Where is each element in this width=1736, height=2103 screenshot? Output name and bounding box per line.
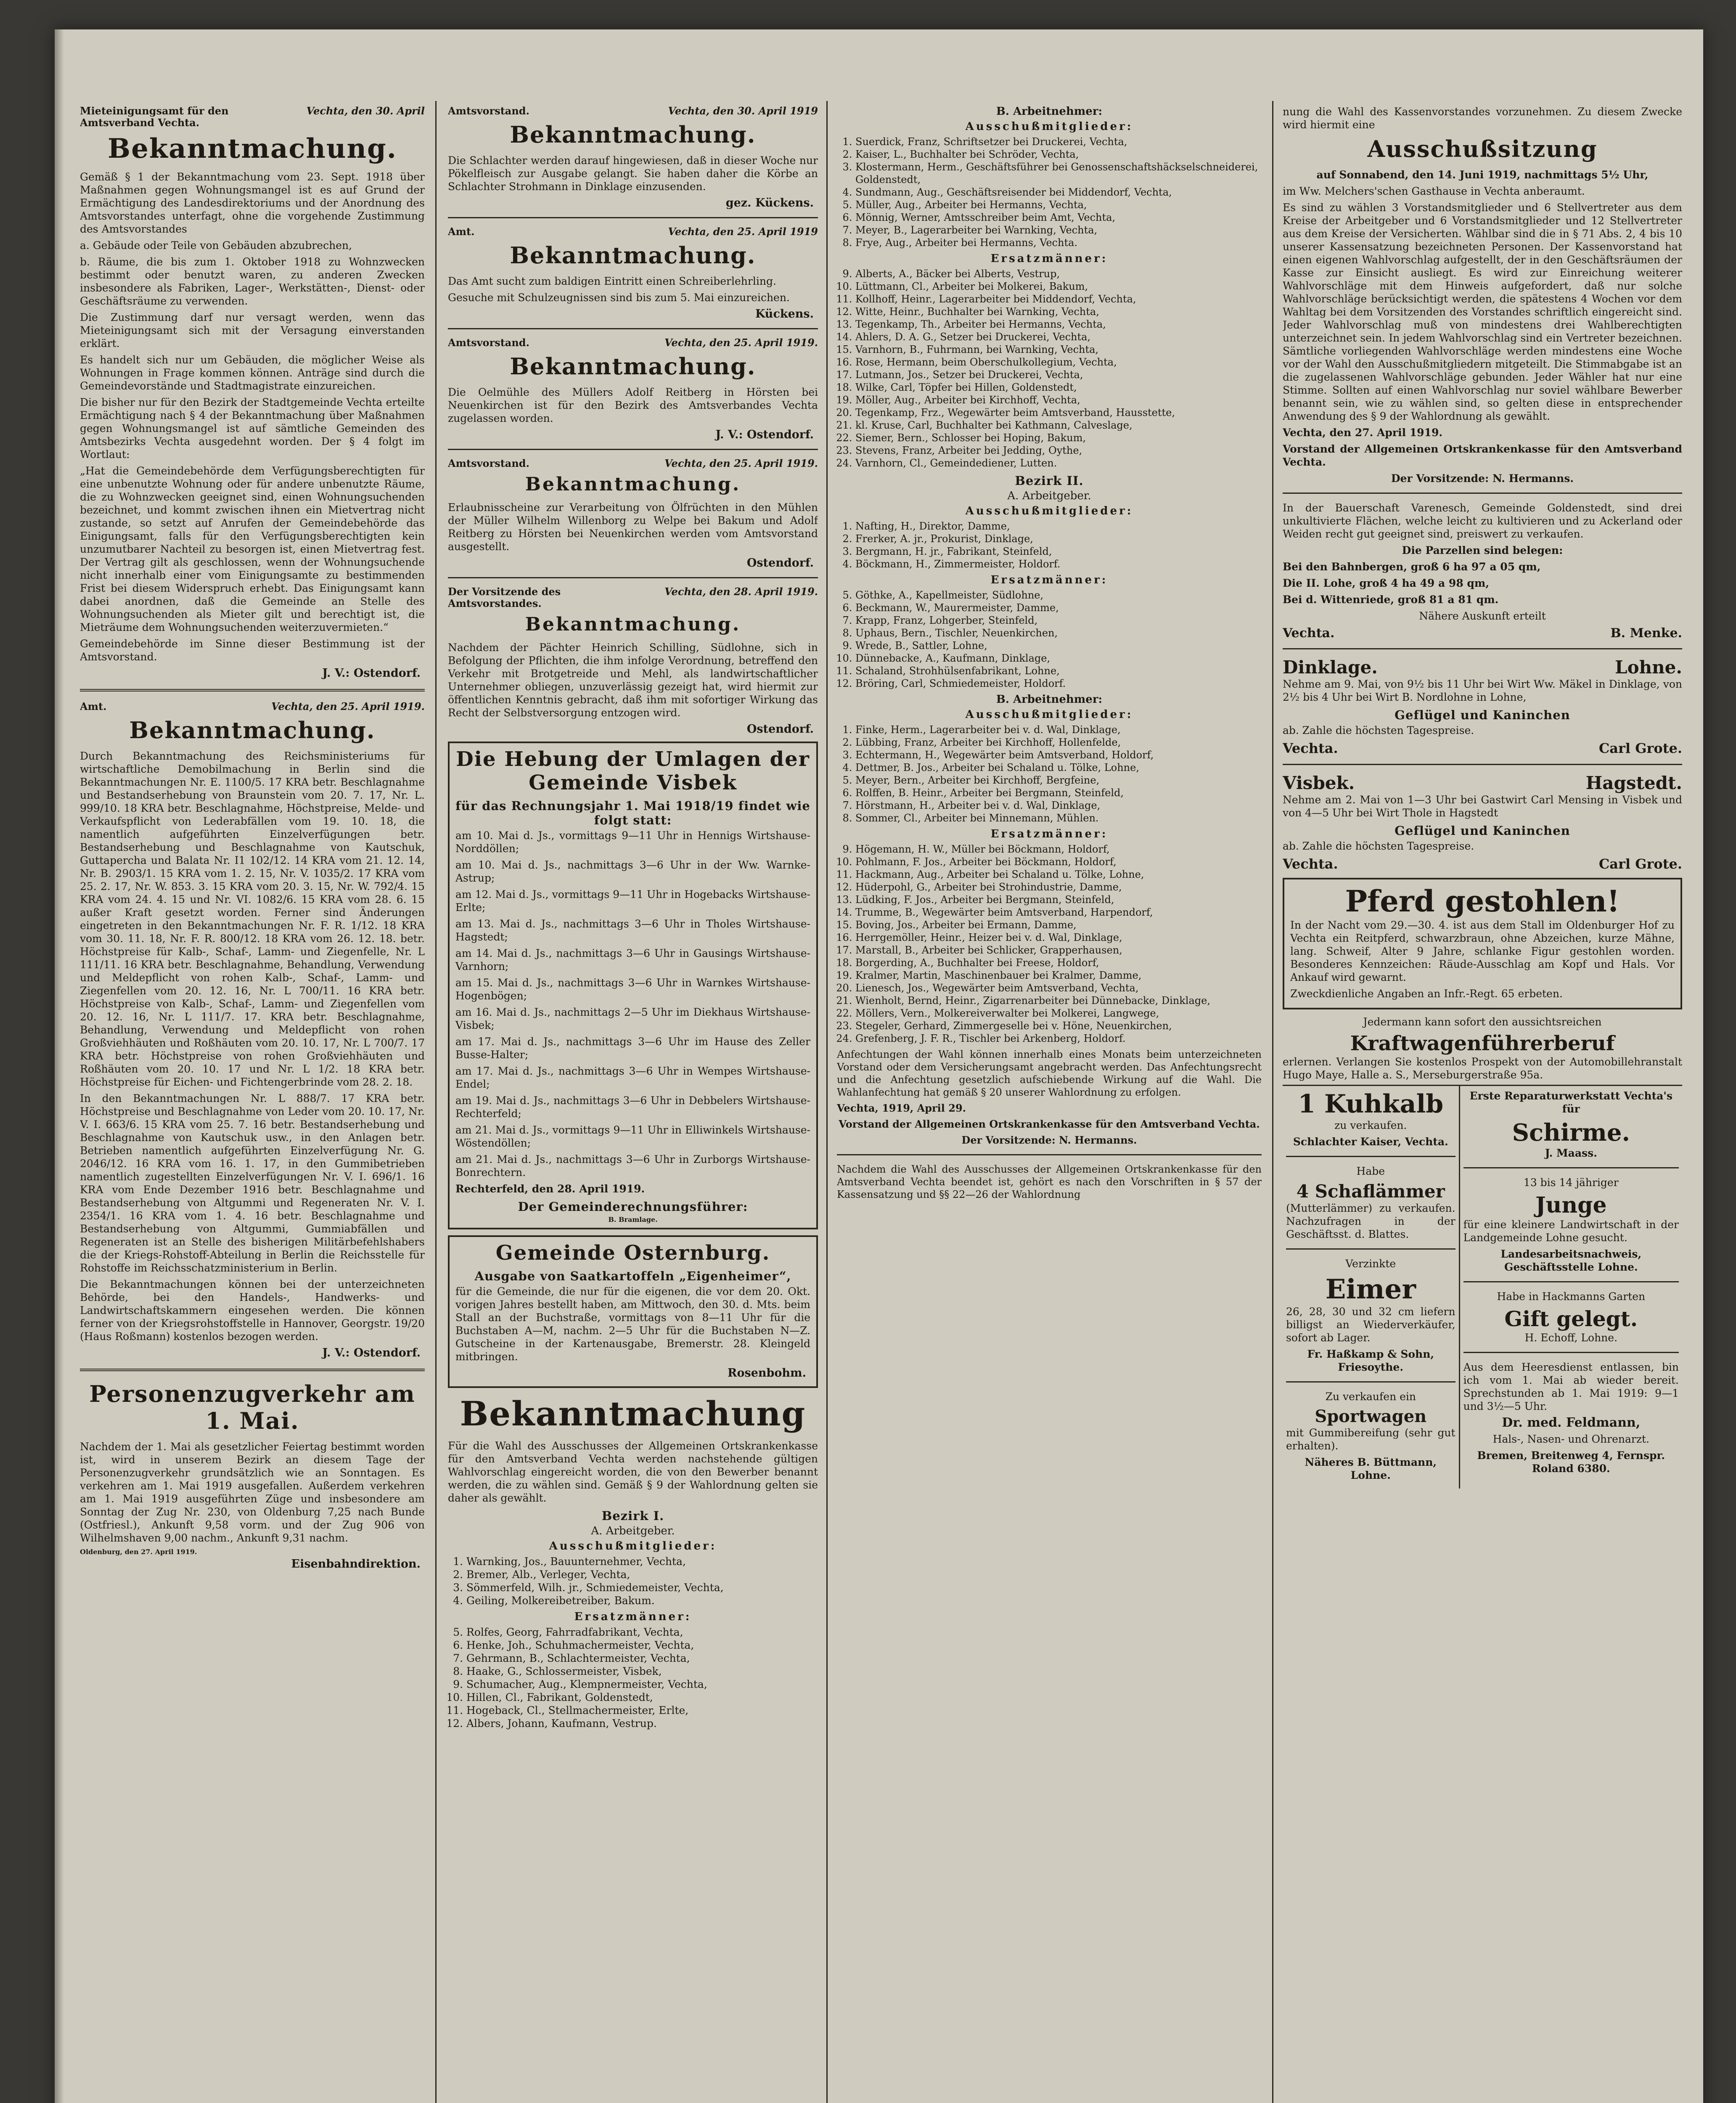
ad-signature: Näheres B. Büttmann, Lohne. <box>1305 1456 1437 1481</box>
parcel-item: Bei den Bahnbergen, groß 6 ha 97 a 05 qm, <box>1283 561 1541 573</box>
member-list <box>837 723 1262 824</box>
list-item: 11. Hackmann, Aug., Arbeiter bei Schaland u. Tölke, Lohne, <box>855 868 1262 881</box>
list-heading: Ausschußmitglieder: <box>965 505 1133 517</box>
ad-signature: Landesarbeitsnachweis, Geschäftsstelle Lohne. <box>1500 1248 1642 1273</box>
divider <box>837 1154 1262 1155</box>
ad-poultry-dinklage <box>1283 657 1682 756</box>
list-item: 20. Tegenkamp, Frz., Wegewärter beim Amtsverband, Hausstette, <box>855 406 1262 419</box>
ad-signature: Fr. Haßkamp & Sohn, Friesoythe. <box>1307 1348 1434 1373</box>
ad-signature: B. Menke. <box>1610 626 1682 641</box>
paragraph: In der Bauerschaft Varenesch, Gemeinde Goldenstedt, sind drei unkultivierte Flächen, welche leicht zu kultivieren und zu Ackerland oder Weiden recht gut geeignet sind, preiswert zu verkaufen. <box>1283 502 1682 540</box>
issuer: Amtsvorstand. <box>448 457 529 469</box>
small-ads-grid <box>1283 1085 1682 1489</box>
paragraph: Aus dem Heeresdienst entlassen, bin ich vom 1. Mai ab wieder bereit. Sprechstunden ab 1. Mai 1919: 9—1 und 3½—5 Uhr. <box>1463 1361 1679 1412</box>
ad-land-sale <box>1283 501 1682 641</box>
ad-place: Lohne. <box>1615 657 1682 678</box>
dateline: Vechta, den 25. April 1919. <box>271 700 425 712</box>
ad-heading: 4 Schaflämmer <box>1296 1181 1445 1202</box>
list-item: 6. Henke, Joh., Schuhmachermeister, Vechta, <box>466 1639 818 1652</box>
schedule-entry: am 17. Mai d. Js., nachmittags 3—6 Uhr im Hause des Zeller Busse-Halter; <box>455 1036 810 1061</box>
list-heading: Ersatzmänner: <box>990 252 1108 265</box>
list-item: 5. Müller, Aug., Arbeiter bei Hermanns, Vechta, <box>855 199 1262 211</box>
list-item: 11. Schaland, Strohhülsenfabrikant, Lohne, <box>855 665 1262 677</box>
list-item: 18. Wilke, Carl, Töpfer bei Hillen, Goldenstedt, <box>855 381 1262 394</box>
paragraph: Durch Bekanntmachung des Reichsministeriums für wirtschaftliche Demobilmachung in Berlin sind die Bekanntmachungen Nr. E. 1100/5. 17 KRA betr. Beschlagnahme und Bestandserhebung von Braunstein vom 20. 7. 17, Nr. L. 999/10. 18 KRA betr. Beschlagnahme, Höchstpreise, Melde- und Verkaufspflicht von Lederabfällen vom 19. 10. 18, die namentlich aufgeführten Einzelverfügungen betr. Bestandserhebung und Beschlagnahme von Kautschuk, Guttapercha und Balata Nr. I1 102/12. 14 KRA vom 21. 12. 14, Nr. B. 2903/1. 15 KRA vom 1. 2. 15, Nr. V. 1035/2. 17 KRA vom 25. 2. 17, Nr. W. 853. 3. 15 KRA vom 20. 3. 15, Nr. W. 792/4. 15 KRA vom 24. 4. 15 und Nr. VI. 1082/6. 15 KRA vom 28. 6. 15 außer Kraft gesetzt worden. Ferner sind Änderungen eingetreten in den Bekanntmachungen Nr. F. R. 1/12. 18 KRA vom 30. 11. 18, Nr. F. R. 800/12. 18 KRA vom 26. 12. 18. betr. Höchstpreise für Kalb-, Schaf-, Lamm- und Ziegenfelle, Nr. L 111/11. 16 KRA betr. Beschlagnahme, Behandlung, Verwendung und Meldepflicht von rohen Kalb-, Schaf-, Lamm- und Ziegenfellen vom 20. 12. 16, Nr. L 700/11. 16 KRA betr. Höchstpreise von Kalb-, Schaf-, Lamm- und Ziegenfellen vom 20. 12. 16, Nr. L 111/7. 17. KRA betr. Beschlagnahme, Behandlung, Verwendung und Meldepflicht von rohen Großviehhäuten und Roßhäuten vom 20. 10. 17, Nr. L 700/7. 17 KRA betr. Höchstpreise von rohen Großviehhäuten und Roßhäuten vom 20. 10. 17 und Nr. L 1/2. 18 KRA betr. Höchstpreise für Eichen- und Fichtengerbrinde vom 28. 2. 18. <box>80 750 425 1088</box>
paragraph: Nachdem die Wahl des Ausschusses der Allgemeinen Ortskrankenkasse für den Amtsverband Vechta beendet ist, gehört es nach den Vorschriften in § 57 der Kassensatzung und §§ 22—26 der Wahlordnung <box>837 1163 1262 1200</box>
ad-poison <box>1463 1290 1679 1344</box>
list-item: 15. Varnhorn, B., Fuhrmann, bei Warnking, Vechta, <box>855 343 1262 356</box>
schedule-entry: am 19. Mai d. Js., nachmittags 3—6 Uhr in Debbelers Wirtshause-Rechterfeld; <box>455 1094 810 1120</box>
paragraph: ab. Zahle die höchsten Tagespreise. <box>1283 840 1474 852</box>
list-heading: Ausschußmitglieder: <box>965 708 1133 721</box>
list-item: 13. Lüdking, F. Jos., Arbeiter bei Bergmann, Steinfeld, <box>855 893 1262 906</box>
list-item: 23. Stevens, Franz, Arbeiter bei Jedding, Oythe, <box>855 444 1262 457</box>
board-name: Vorstand der Allgemeinen Ortskrankenkasse für den Amtsverband Vechta. <box>839 1118 1260 1130</box>
announcement-demobilization <box>80 701 425 1359</box>
signature: J. V.: Ostendorf. <box>322 1346 421 1359</box>
subheadline: Ausgabe von Saatkartoffeln „Eigenheimer“, <box>474 1269 791 1283</box>
list-item: 7. Meyer, B., Lagerarbeiter bei Warnking, Vechta, <box>855 224 1262 236</box>
headline: Gemeinde Osternburg. <box>495 1241 770 1265</box>
list-item: 14. Trumme, B., Wegewärter beim Amtsverband, Harpendorf, <box>855 906 1262 919</box>
dateline: Vechta, den 27. April 1919. <box>1283 426 1443 439</box>
ad-intro: 13 bis 14 jähriger <box>1523 1176 1619 1189</box>
dateline: Vechta, den 30. April 1919 <box>668 105 818 117</box>
ad-intro: Verzinkte <box>1345 1258 1396 1270</box>
ad-intro: Habe in Hackmanns Garten <box>1497 1290 1646 1303</box>
levy-schedule <box>455 829 810 1179</box>
ad-intro: Erste Reparaturwerkstatt Vechta's für <box>1469 1090 1673 1115</box>
issuer: Der Vorsitzende des Amtsvorstandes. <box>448 585 561 609</box>
list-item: 23. Stegeler, Gerhard, Zimmergeselle bei v. Höne, Neuenkirchen, <box>855 1020 1262 1032</box>
list-item: 1. Warnking, Jos., Bauunternehmer, Vechta, <box>466 1555 818 1568</box>
ad-heading: Sportwagen <box>1315 1406 1427 1426</box>
dateline: Oldenburg, den 27. April 1919. <box>80 1548 197 1556</box>
list-item: 24. Varnhorn, Cl., Gemeindediener, Lutten. <box>855 457 1262 469</box>
list-item: 9. Alberts, A., Bäcker bei Alberts, Vestrup, <box>855 268 1262 280</box>
member-list <box>448 1555 818 1607</box>
announcement-self-supply <box>448 586 818 736</box>
list-item: 16. Herrgemöller, Heinr., Heizer bei v. d. Wal, Dinklage, <box>855 931 1262 944</box>
ad-umbrellas <box>1463 1089 1679 1160</box>
ad-lambs <box>1286 1165 1455 1241</box>
signature: Der Vorsitzende: N. Hermanns. <box>1391 472 1574 485</box>
deputy-list <box>837 268 1262 469</box>
headline: Bekanntmachung. <box>510 242 756 269</box>
group-heading: A. Arbeitgeber. <box>591 1525 675 1537</box>
small-ads-right <box>1460 1086 1682 1489</box>
list-heading: Ersatzmänner: <box>990 828 1108 840</box>
schedule-entry: am 15. Mai d. Js., nachmittags 3—6 Uhr in Warnkes Wirtshause-Hogenbögen; <box>455 977 810 1002</box>
parcel-item: Die II. Lohe, groß 4 ha 49 a 98 qm, <box>1283 577 1490 589</box>
column-rule <box>826 101 828 2103</box>
list-item: 4. Sundmann, Aug., Geschäftsreisender bei Middendorf, Vechta, <box>855 186 1262 199</box>
signature: B. Bramlage. <box>608 1216 658 1224</box>
paragraph: mit Gummibereifung (sehr gut erhalten). <box>1286 1427 1455 1452</box>
paragraph: Die Bekanntmachungen können bei der unterzeichneten Behörde, bei den Handels-, Handwerks- und Landwirtschaftskammern eingesehen werden. Die können ferner von der Kriegsrohstoffstelle in Hannover, Georgstr. 19/20 (Haus Roßmann) kostenlos bezogen werden. <box>80 1278 425 1343</box>
list-item: 3. Klostermann, Herm., Geschäftsführer bei Genossenschaftshäckselschneiderei, Goldenstedt, <box>855 161 1262 186</box>
issuer: Amtsvorstand. <box>448 336 529 349</box>
column-3 <box>837 105 1262 2103</box>
announcement-visbek-levy <box>448 742 818 1229</box>
list-item: 1. Nafting, H., Direktor, Damme, <box>855 520 1262 532</box>
ad-driver-training <box>1283 1015 1682 1081</box>
ad-calf <box>1286 1089 1455 1148</box>
district-heading: Bezirk I. <box>601 1509 664 1523</box>
paragraph: Gemäß § 1 der Bekanntmachung vom 23. Sept. 1918 über Maßnahmen gegen Wohnungsmangel ist es auf Grund der Ermächtigung des Landesdirektoriums und der Anordnung des Amtsvorstandes unterfagt, ohne die vorgehende Zustimmung des Amtsvorstandes <box>80 171 425 235</box>
ad-heading: Geflügel und Kaninchen <box>1395 708 1570 722</box>
schedule-entry: am 17. Mai d. Js., nachmittags 3—6 Uhr in Wempes Wirtshause-Endel; <box>455 1065 810 1090</box>
list-item: 21. Wienholt, Bernd, Heinr., Zigarrenarbeiter bei Dünnebacke, Dinklage, <box>855 994 1262 1007</box>
list-item: 14. Ahlers, D. A. G., Setzer bei Druckerei, Vechta, <box>855 331 1262 343</box>
list-item: 12. Albers, Johann, Kaufmann, Vestrup. <box>466 1717 818 1730</box>
district-heading: Bezirk II. <box>1015 474 1084 488</box>
ad-place: Hagstedt. <box>1585 773 1682 793</box>
issuer: Amtsvorstand. <box>448 105 529 117</box>
announcement-train-service <box>80 1380 425 1571</box>
paragraph: Das Amt sucht zum baldigen Eintritt einen Schreiberlehrling. <box>448 275 776 287</box>
ad-signature: H. Echoff, Lohne. <box>1524 1332 1618 1344</box>
list-item: 2. Bremer, Alb., Verleger, Vechta, <box>466 1568 818 1581</box>
announcement-health-insurance-election <box>448 1394 818 1730</box>
signature: Eisenbahndirektion. <box>291 1557 421 1571</box>
paragraph: b. Räume, die bis zum 1. Oktober 1918 zu Wohnzwecken bestimmt oder benutzt waren, zu anderen Zwecken insbesondere als Fabriken, Lager-, Werkstätten-, Dienst- oder Geschäftsräume zu verwenden. <box>80 256 425 307</box>
list-item: 3. Echtermann, H., Wegewärter beim Amtsverband, Holdorf, <box>855 749 1262 761</box>
group-heading: B. Arbeitnehmer: <box>996 693 1103 706</box>
doctor-specialty: Hals-, Nasen- und Ohrenarzt. <box>1493 1433 1649 1445</box>
parcel-item: Bei d. Wittenriede, groß 81 a 81 qm. <box>1283 593 1499 606</box>
list-item: 2. Frerker, A. jr., Prokurist, Dinklage, <box>855 532 1262 545</box>
list-item: 9. Schumacher, Aug., Klempnermeister, Vechta, <box>466 1678 818 1691</box>
ad-signature: Schlachter Kaiser, Vechta. <box>1293 1136 1448 1148</box>
divider <box>80 1369 425 1371</box>
ad-heading: Eimer <box>1325 1274 1416 1305</box>
column-rule <box>1272 101 1273 2103</box>
paragraph: erlernen. Verlangen Sie kostenlos Prospekt von der Automobillehranstalt Hugo Maye, Halle a. S., Merseburgerstraße 95a. <box>1283 1056 1682 1081</box>
paragraph: (Mutterlämmer) zu verkaufen. Nachzufragen in der Geschäftsst. d. Blattes. <box>1286 1202 1455 1240</box>
list-item: 12. Bröring, Carl, Schmiedemeister, Holdorf. <box>855 677 1262 690</box>
ad-place: Vechta. <box>1283 740 1338 756</box>
list-item: 10. Dünnebacke, A., Kaufmann, Dinklage, <box>855 652 1262 665</box>
list-item: 13. Tegenkamp, Th., Arbeiter bei Hermanns, Vechta, <box>855 318 1262 331</box>
divider <box>80 689 425 691</box>
divider <box>448 577 818 578</box>
list-item: 3. Sömmerfeld, Wilh. jr., Schmiedemeister, Vechta, <box>466 1581 818 1594</box>
list-item: 18. Borgerding, A., Buchhalter bei Freese, Holdorf, <box>855 956 1262 969</box>
ad-heading: Schirme. <box>1512 1119 1630 1147</box>
ad-intro: Habe <box>1356 1165 1385 1177</box>
divider <box>448 449 818 450</box>
headline: Bekanntmachung. <box>510 353 756 380</box>
schedule-entry: am 10. Mai d. Js., vormittags 9—11 Uhr in Hennigs Wirtshause-Norddöllen; <box>455 829 810 855</box>
list-item: 12. Hüderpohl, G., Arbeiter bei Strohindustrie, Damme, <box>855 881 1262 893</box>
ad-intro: Zu verkaufen ein <box>1325 1391 1416 1403</box>
paragraph: Es handelt sich nur um Gebäuden, die möglicher Weise als Wohnungen in Frage kommen können. Anträge sind durch die Gemeindevorstände und Stadtmagistrate einzureichen. <box>80 354 425 392</box>
doctor-name: Dr. med. Feldmann, <box>1502 1415 1641 1430</box>
paragraph: zu verkaufen. <box>1334 1119 1407 1131</box>
schedule-entry: am 21. Mai d. Js., vormittags 9—11 Uhr in Elliwinkels Wirtshause-Wöstendöllen; <box>455 1124 810 1149</box>
paragraph: Nehme am 2. Mai von 1—3 Uhr bei Gastwirt Carl Mensing in Visbek und von 4—5 Uhr bei Wirt Thole in Hagstedt <box>1283 794 1682 819</box>
list-item: 20. Lienesch, Jos., Wegewärter beim Amtsverband, Vechta, <box>855 982 1262 994</box>
deputy-list <box>837 843 1262 1045</box>
column-1 <box>80 105 425 2103</box>
signature: Ostendorf. <box>746 556 814 569</box>
announcement-butchers <box>448 105 818 209</box>
newspaper-page <box>55 29 1703 2103</box>
column-rule <box>435 101 437 2103</box>
list-item: 11. Kollhoff, Heinr., Lagerarbeiter bei Middendorf, Vechta, <box>855 293 1262 305</box>
list-item: 4. Geiling, Molkereibetreiber, Bakum. <box>466 1594 818 1607</box>
list-item: 8. Haake, G., Schlossermeister, Visbek, <box>466 1665 818 1678</box>
divider <box>1283 493 1682 494</box>
issuer: Amt. <box>80 700 107 712</box>
list-item: 4. Böckmann, H., Zimmermeister, Holdorf. <box>855 558 1262 570</box>
column-2 <box>448 105 818 2103</box>
announcement-housing <box>80 105 425 680</box>
headline: Bekanntmachung. <box>129 717 376 744</box>
issuer: Amt. <box>448 225 475 238</box>
list-item: 5. Göthke, A., Kapellmeister, Südlohne, <box>855 589 1262 601</box>
ad-heading: Gift gelegt. <box>1504 1306 1638 1331</box>
ad-poultry-visbek <box>1283 773 1682 872</box>
doctor-address: Bremen, Breitenweg 4, Fernspr. Roland 6380. <box>1477 1449 1665 1475</box>
meeting-place: im Ww. Melchers'schen Gasthause in Vechta anberaumt. <box>1283 185 1585 197</box>
list-item: 17. Lutmann, Jos., Setzer bei Druckerei, Vechta, <box>855 368 1262 381</box>
list-item: 24. Grefenberg, J. F. R., Tischler bei Arkenberg, Holdorf. <box>855 1032 1262 1045</box>
divider <box>1463 1352 1679 1353</box>
list-item: 8. Uphaus, Bern., Tischler, Neuenkirchen, <box>855 627 1262 639</box>
paragraph: Nehme am 9. Mai, von 9½ bis 11 Uhr bei Wirt Ww. Mäkel in Dinklage, von 2½ bis 4 Uhr bei Wirt B. Nordlohne in Lohne, <box>1283 678 1682 703</box>
ad-place: Visbek. <box>1283 773 1355 793</box>
group-heading: B. Arbeitnehmer: <box>996 105 1103 118</box>
list-item: 19. Möller, Aug., Arbeiter bei Kirchhoff, Vechta, <box>855 394 1262 406</box>
paragraph: 26, 28, 30 und 32 cm liefern billigst an Wiederverkäufer, sofort ab Lager. <box>1286 1306 1455 1344</box>
list-item: 8. Sommer, Cl., Arbeiter bei Minnemann, Mühlen. <box>855 812 1262 824</box>
list-heading: Ausschußmitglieder: <box>549 1540 717 1552</box>
list-item: 3. Bergmann, H. jr., Fabrikant, Steinfeld, <box>855 545 1262 558</box>
page-binding <box>55 29 64 2103</box>
dateline: Vechta, den 30. April <box>306 105 425 117</box>
list-item: 6. Beckmann, W., Maurermeister, Damme, <box>855 601 1262 614</box>
schedule-entry: am 16. Mai d. Js., nachmittags 2—5 Uhr im Diekhaus Wirtshause-Visbek; <box>455 1006 810 1031</box>
meeting-date: auf Sonnabend, den 14. Juni 1919, nachmittags 5½ Uhr, <box>1316 169 1649 181</box>
list-item: 4. Dettmer, B. Jos., Arbeiter bei Schaland u. Tölke, Lohne, <box>855 761 1262 774</box>
paragraph: In der Nacht vom 29.—30. 4. ist aus dem Stall im Oldenburger Hof zu Vechta ein Reitpferd, schwarzbraun, ohne Abzeichen, kurze Mähne, lang. Schweif, Alter 9 Jahre, schlanke Figur gestohlen worden. Besonderes Kennzeichen: Räude-Ausschlag am Kopf und Hals. Vor Ankauf wird gewarnt. <box>1290 919 1675 983</box>
list-item: 10. Hillen, Cl., Fabrikant, Goldenstedt, <box>466 1691 818 1704</box>
headline: Personenzugverkehr am 1. Mai. <box>89 1380 415 1434</box>
list-item: 22. Möllers, Vern., Molkereiverwalter bei Molkerei, Langwege, <box>855 1007 1262 1020</box>
signature-title: Der Gemeinderechnungsführer: <box>518 1200 748 1214</box>
headline: Die Hebung der Umlagen der Gemeinde Visbek <box>456 747 810 795</box>
board-name: Vorstand der Allgemeinen Ortskrankenkasse für den Amtsverband Vechta. <box>1283 443 1682 468</box>
list-item: 17. Marstall, B., Arbeiter bei Schlicker, Grapperhausen, <box>855 944 1262 956</box>
signature: gez. Kückens. <box>725 196 814 209</box>
list-item: 10. Lüttmann, Cl., Arbeiter bei Molkerei, Bakum, <box>855 280 1262 293</box>
ad-heading: 1 Kuhkalb <box>1298 1089 1444 1119</box>
paragraph: Die bisher nur für den Bezirk der Stadtgemeinde Vechta erteilte Ermächtigung nach § 4 der Bekanntmachung über Maßnahmen gegen Wohnungsmangel ist auf sämtliche Gemeinden des Amtsbezirks Vechta ausgedehnt worden. Der § 4 folgt im Wortlaut: <box>80 396 425 461</box>
group-heading: A. Arbeitgeber. <box>1007 490 1091 502</box>
list-item: 7. Gehrmann, B., Schlachtermeister, Vechta, <box>466 1652 818 1665</box>
dateline: Vechta, den 25. April 1919. <box>664 457 818 469</box>
signature: J. V.: Ostendorf. <box>715 428 814 441</box>
ad-pails <box>1286 1257 1455 1374</box>
list-item: 15. Boving, Jos., Arbeiter bei Ermann, Damme, <box>855 919 1262 931</box>
divider <box>1463 1167 1679 1168</box>
paragraph: Anfechtungen der Wahl können innerhalb eines Monats beim unterzeichneten Vorstand oder dem Versicherungsamt angebracht werden. Das Anfechtungsrecht und die Anfechtung gesetzlich aufschiebende Wirkung auf die Wahl. Die Wahlanfechtung hat gemäß § 20 unserer Wahlordnung zu erfolgen. <box>837 1049 1262 1098</box>
list-item: 22. Siemer, Bern., Schlosser bei Hoping, Bakum, <box>855 432 1262 444</box>
paragraph: Für die Wahl des Ausschusses der Allgemeinen Ortskrankenkasse für den Amtsverband Vechta werden nachstehende gültigen Wahlvorschlag eingereicht worden, die von den Bewerber benannt werden, die zu wählen sind. Gemäß § 9 der Wahlordnung gelten sie daher als gewählt. <box>448 1440 818 1504</box>
schedule-entry: am 14. Mai d. Js., nachmittags 3—6 Uhr in Gausings Wirtshause-Varnhorn; <box>455 947 810 972</box>
signature: Ostendorf. <box>746 723 814 736</box>
paragraph: Die Schlachter werden darauf hingewiesen, daß in dieser Woche nur Pökelfleisch zur Ausgabe gelangt. Sie haben daher die Körbe an Schlachter Strohmann in Dinklage einzusenden. <box>448 154 818 193</box>
paragraph: Gemeindebehörde im Sinne dieser Bestimmung ist der Amtsvorstand. <box>80 638 425 663</box>
divider <box>1283 764 1682 765</box>
signature: Der Vorsitzende: N. Hermanns. <box>961 1134 1137 1146</box>
signature: J. V.: Ostendorf. <box>322 667 421 680</box>
announcement-apprentice <box>448 226 818 320</box>
paragraph: Nachdem der Pächter Heinrich Schilling, Südlohne, sich in Befolgung der Pflichten, die ihm infolge Verordnung, betreffend den Verkehr mit Brotgetreide und Mehl, als landwirtschaftlicher Unternehmer obliegen, unzuverlässig gezeigt hat, wird hiermit zur öffentlichen Kenntnis gebracht, daß ihm mit sofortiger Wirkung das Recht der Selbstversorgung entzogen wird. <box>448 641 818 719</box>
paragraph: Erlaubnisscheine zur Verarbeitung von Ölfrüchten in den Mühlen der Müller Wilhelm Willenborg zu Welpe bei Bakum und Adolf Reitberg zu Hörsten bei Neuenkirchen werden vom Amtsvorstand ausgestellt. <box>448 501 818 553</box>
headline: Bekanntmachung. <box>525 614 741 635</box>
list-item: 9. Wrede, B., Sattler, Lohne, <box>855 639 1262 652</box>
paragraph: Zweckdienliche Angaben an Infr.-Regt. 65 erbeten. <box>1290 988 1563 1000</box>
list-item: 21. kl. Kruse, Carl, Buchhalter bei Kathmann, Calveslage, <box>855 419 1262 432</box>
info-line: Nähere Auskunft erteilt <box>1419 610 1546 622</box>
ad-place: Dinklage. <box>1283 657 1378 678</box>
list-item: 6. Mönnig, Werner, Amtsschreiber beim Amt, Vechta, <box>855 211 1262 224</box>
list-item: 2. Lübbing, Franz, Arbeiter bei Kirchhoff, Hollenfelde, <box>855 736 1262 749</box>
list-heading: Die Parzellen sind belegen: <box>1402 544 1563 556</box>
list-item: 7. Krapp, Franz, Lohgerber, Steinfeld, <box>855 614 1262 627</box>
list-heading: Ausschußmitglieder: <box>965 120 1133 133</box>
paragraph: „Hat die Gemeindebehörde dem Verfügungsberechtigten für eine unbenutzte Wohnung oder für andere unbenutzte Räume, die zu Wohnzwecken geeignet sind, einen Wohnungsuchenden bezeichnet, und kommt zwischen ihnen ein Mietvertrag nicht zustande, so setzt auf Anrufen der Gemeindebehörde das Einigungsamt, falls für den Verfügungsberechtigten kein unzumutbarer Nachteil zu besorgen ist, einen Mietvertrag fest. Der Vertrag gilt als geschlossen, wenn der Wohnungsuchende nicht innerhalb einer vom Einigungsamte zu bestimmenden Frist bei diesem Widerspruch erhebt. Das Einigungsamt kann dabei anordnen, daß die Gemeinde an Stelle des Wohnungsuchenden als Mieter gilt und berechtigt ist, die Mieträume dem Wohnungsuchenden weiterzuvermieten.“ <box>80 465 425 633</box>
list-heading: Ersatzmänner: <box>574 1610 692 1623</box>
divider <box>1283 648 1682 649</box>
headline: Bekanntmachung <box>460 1394 806 1433</box>
ad-heading: Junge <box>1535 1192 1607 1218</box>
paragraph: Die Oelmühle des Müllers Adolf Reitberg in Hörsten bei Neuenkirchen ist für den Bezirk des Amtsverbandes Vechta zugelassen worden. <box>448 386 818 424</box>
list-item: 19. Kralmer, Martin, Maschinenbauer bei Kralmer, Damme, <box>855 969 1262 982</box>
deputy-list <box>448 1626 818 1730</box>
paragraph: für eine kleinere Landwirtschaft in der Landgemeinde Lohne gesucht. <box>1463 1218 1679 1244</box>
ad-signature: Carl Grote. <box>1598 856 1682 872</box>
ad-intro: Jedermann kann sofort den aussichtsreichen <box>1363 1016 1602 1028</box>
list-heading: Ersatzmänner: <box>990 574 1108 586</box>
ad-place: Vechta. <box>1283 626 1335 641</box>
paragraph: Nachdem der 1. Mai als gesetzlicher Feiertag bestimmt worden ist, wird in unserem Bezirk an diesem Tage der Personenzugverkehr grundsätzlich wie an Sonntagen. Es verkehren am 1. Mai 1919 ausgefallen. Außerdem verkehren am 1. Mai 1919 ausgeführten Züge und insbesondere am Sonntag der Zug Nr. 230, von Oldenburg 7,25 nach Bunde (Ostfriesl.), Ankunft 9,58 vorm. und der Zug 906 von Wilhelmshaven 9,00 nachm., Ankunft 9,31 nachm. <box>80 1441 425 1544</box>
signature: Rosenbohm. <box>728 1367 806 1380</box>
ad-stolen-horse <box>1283 878 1682 1009</box>
headline: Bekanntmachung. <box>525 474 741 495</box>
list-item: 12. Witte, Heinr., Buchhalter bei Warnking, Vechta, <box>855 305 1262 318</box>
dateline: Rechterfeld, den 28. April 1919. <box>455 1183 645 1195</box>
ad-boy-wanted <box>1463 1176 1679 1274</box>
paragraph: Es sind zu wählen 3 Vorstandsmitglieder und 6 Stellvertreter aus dem Kreise der Arbeitgeber und 6 Vorstandsmitglieder und 12 Stellvertreter aus dem Kreise der Versicherten. Wählbar sind die in § 71 Abs. 2, 4 bis 10 unserer Kassensatzung bezeichneten Personen. Der Kassenvorstand hat einen eigenen Wahlvorschlag aufgestellt, der in den Geschäftsräumen der Kasse zur Einsicht ausliegt. Es wird zur Einreichung weiterer Wahlvorschläge mit dem Hinweis aufgefordert, daß nur solche Wahlvorschläge berücksichtigt werden, die spätestens 4 Wochen vor dem Wahltag bei dem Vorsitzenden des Vorstandes schriftlich eingereicht sind. Jeder Wahlvorschlag muß von mindestens drei Wahlberechtigten unterzeichnet sein. In jedem Wahlvorschlag sind ein Vertreter bezeichnen. Sämtliche vorliegenden Wahlvorschläge werden mindestens eine Woche vor der Wahl den Ausschußmitgliedern mitgeteilt. Die Stimmabgabe ist an die zugelassenen Wahlvorschläge gebunden. Jeder Wähler hat nur eine Stimme. Sollten auf einen Wahlvorschlag nur soviel wählbare Bewerber benannt sein, wie zu wählen sind, so gelten diese in entsprechender Anwendung des § 9 der Wahlordnung als gewählt. <box>1283 201 1682 422</box>
list-item: 1. Suerdick, Franz, Schriftsetzer bei Druckerei, Vechta, <box>855 135 1262 148</box>
headline: Ausschußsitzung <box>1367 135 1598 162</box>
announcement-osternburg <box>448 1235 818 1388</box>
divider <box>1286 1156 1455 1157</box>
divider <box>1286 1381 1455 1383</box>
ad-doctor <box>1463 1361 1679 1475</box>
ad-heading: Kraftwagenführerberuf <box>1350 1032 1615 1055</box>
divider <box>448 217 818 218</box>
paragraph: Gesuche mit Schulzeugnissen sind bis zum 5. Mai einzureichen. <box>448 291 790 304</box>
list-item: 5. Meyer, Bern., Arbeiter bei Kirchhoff, Bergfeine, <box>855 774 1262 787</box>
schedule-entry: am 21. Mai d. Js., nachmittags 3—6 Uhr in Zurborgs Wirtshause-Bonrechtern. <box>455 1153 810 1179</box>
ad-heading: Pferd gestohlen! <box>1345 884 1620 919</box>
member-list <box>837 520 1262 570</box>
paragraph: nung die Wahl des Kassenvorstandes vorzunehmen. Zu diesem Zwecke wird hiermit eine <box>1283 106 1682 131</box>
announcement-permits <box>448 458 818 569</box>
paragraph: a. Gebäude oder Teile von Gebäuden abzubrechen, <box>80 239 352 252</box>
headline: Bekanntmachung. <box>107 133 397 164</box>
column-4 <box>1283 105 1682 2103</box>
schedule-entry: am 12. Mai d. Js., vormittags 9—11 Uhr in Hogebacks Wirtshause-Erlte; <box>455 888 810 914</box>
list-item: 9. Högemann, H. W., Müller bei Böckmann, Holdorf, <box>855 843 1262 856</box>
ad-pram <box>1286 1390 1455 1482</box>
subheadline: für das Rechnungsjahr 1. Mai 1918/19 findet wie folgt statt: <box>455 799 810 827</box>
list-item: 1. Finke, Herm., Lagerarbeiter bei v. d. Wal, Dinklage, <box>855 723 1262 736</box>
divider <box>1463 1281 1679 1282</box>
ad-heading: Geflügel und Kaninchen <box>1395 824 1570 838</box>
list-item: 8. Frye, Aug., Arbeiter bei Hermanns, Vechta. <box>855 236 1262 249</box>
schedule-entry: am 10. Mai d. Js., nachmittags 3—6 Uhr in der Ww. Warnke-Astrup; <box>455 859 810 884</box>
list-item: 2. Kaiser, L., Buchhalter bei Schröder, Vechta, <box>855 148 1262 161</box>
dateline: Vechta, den 25. April 1919. <box>664 336 818 349</box>
paragraph: In den Bekanntmachungen Nr. L 888/7. 17 KRA betr. Höchstpreise und Beschlagnahme von Leder vom 20. 10. 17, Nr. V. I. 663/6. 15 KRA vom 25. 7. 16 betr. Bestandserhebung und Beschlagnahme von Kautschuk usw., in den Anlagen betr. Betrieben namentlich aufgeführten Einzelverfügung Nr. G. 2046/12. 16 KRA vom 16. 1. 17, in den Gummibetrieben namentlich zugestellten Einzelverfügungen Nr. V. I. 696/1. 16 KRA vom Ende Dezember 1916 betr. Beschlagnahme und Bestandserhebung von Altgummi und Regeneraten Nr. V. I. 2354/1. 16 KRA vom 1. 4. 16 betr. Beschlagnahme und Bestandserhebung von Altgummi, Gummiabfällen und Regeneraten ist an Stelle des bisherigen Militärbefehlshabers die der Kriegs-Rohstoff-Abteilung in Berlin die Reichsstelle für Rohstoffe im Reichsschatzministerium in Berlin. <box>80 1092 425 1274</box>
divider <box>1286 1248 1455 1250</box>
headline: Bekanntmachung. <box>510 121 756 148</box>
small-ads-left <box>1283 1086 1460 1489</box>
ad-place: Vechta. <box>1283 856 1338 872</box>
ad-signature: J. Maass. <box>1545 1147 1597 1159</box>
deputy-list <box>837 589 1262 690</box>
list-item: 16. Rose, Hermann, beim Oberschulkollegium, Vechta, <box>855 356 1262 368</box>
announcement-oil-mill <box>448 337 818 441</box>
paragraph: ab. Zahle die höchsten Tagespreise. <box>1283 724 1474 736</box>
signature: Kückens. <box>755 307 814 320</box>
ad-signature: Carl Grote. <box>1598 740 1682 756</box>
paragraph: für die Gemeinde, die nur für die eigenen, die vor dem 20. Okt. vorigen Jahres bestellt haben, am Mittwoch, den 30. d. Mts. beim Stall an der Buchstraße, vormittags von 8—11 Uhr für die Buchstaben A—M, nachm. 2—5 Uhr für die Buchstaben N—Z. Gutscheine in der Kartenausgabe, Bremerstr. 28. Kleingeld mitbringen. <box>455 1285 810 1363</box>
list-item: 7. Hörstmann, H., Arbeiter bei v. d. Wal, Dinklage, <box>855 799 1262 812</box>
member-list <box>837 135 1262 249</box>
list-item: 6. Rolffen, B. Heinr., Arbeiter bei Bergmann, Steinfeld, <box>855 787 1262 799</box>
divider <box>448 328 818 329</box>
list-item: 11. Hogeback, Cl., Stellmachermeister, Erlte, <box>466 1704 818 1717</box>
dateline: Vechta, den 28. April 1919. <box>664 585 818 598</box>
list-item: 5. Rolfes, Georg, Fahrradfabrikant, Vechta, <box>466 1626 818 1639</box>
dateline: Vechta, 1919, April 29. <box>837 1102 966 1114</box>
paragraph: Die Zustimmung darf nur versagt werden, wenn das Mieteinigungsamt sich mit der Versagung einverstanden erklärt. <box>80 311 425 350</box>
schedule-entry: am 13. Mai d. Js., nachmittags 3—6 Uhr in Tholes Wirtshause-Hagstedt; <box>455 918 810 943</box>
issuer: Mieteinigungsamt für den Amtsverband Vechta. <box>80 105 229 129</box>
list-item: 10. Pohlmann, F. Jos., Arbeiter bei Böckmann, Holdorf, <box>855 856 1262 868</box>
dateline: Vechta, den 25. April 1919 <box>668 225 818 238</box>
